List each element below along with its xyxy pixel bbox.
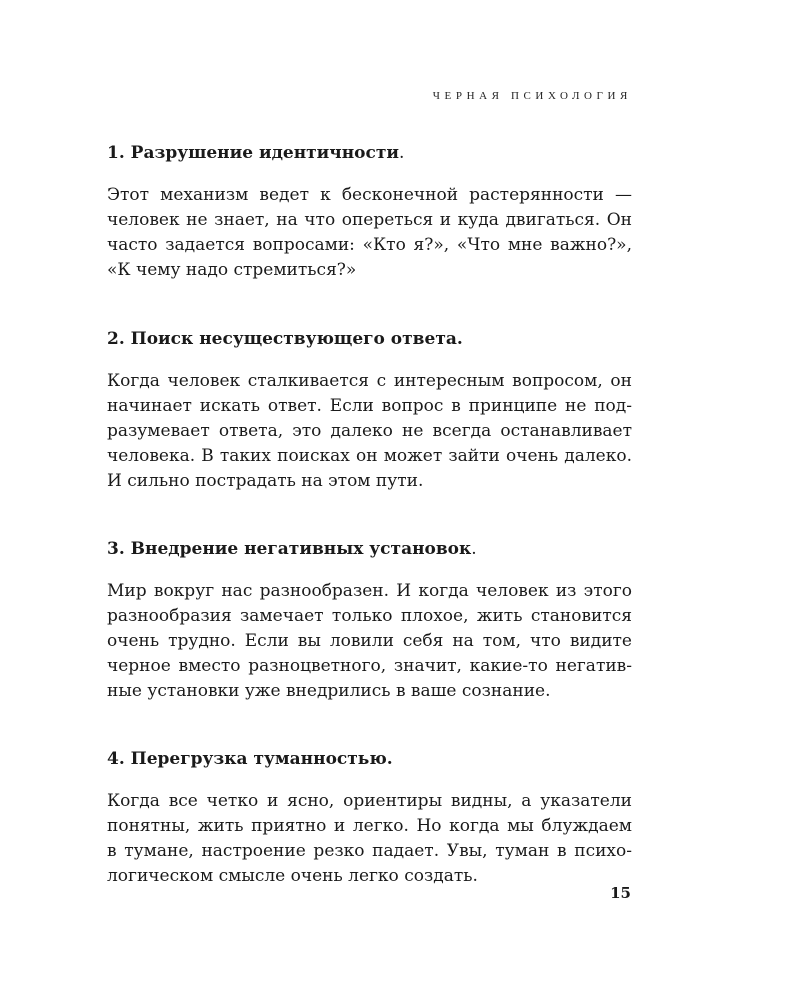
paragraph-line: человека. В таких поисках он может зайти очень далеко. [107,446,632,466]
paragraph-line: часто задается вопросами: «Кто я?», «Что мне важно?», [107,235,632,255]
section-heading-text: 2. Поиск несуществующего ответа. [107,329,463,349]
section-paragraph [107,183,632,283]
section-heading-suffix: . [471,539,477,559]
paragraph-line: «К чему надо стремиться?» [107,260,357,280]
paragraph-line: очень трудно. Если вы ловили себя на том, что видите [107,631,632,651]
section-heading [107,140,632,166]
section-heading-text: 1. Разрушение идентичности [107,143,400,163]
section-heading-suffix: . [399,143,405,163]
section-heading-text: 4. Перегрузка туманностью. [107,749,393,769]
section-heading [107,746,632,772]
section-heading [107,326,632,352]
section-identity-destruction [107,140,632,283]
paragraph-line: разумевает ответа, это далеко не всегда останавливает [107,421,632,441]
running-header-title: ЧЕРНАЯ ПСИХОЛОГИЯ [432,90,632,102]
paragraph-line: Когда все четко и ясно, ориентиры видны, а указатели [107,791,632,811]
paragraph-line: Этот механизм ведет к бесконечной растерянности — [107,185,632,205]
section-heading-text: 3. Внедрение негативных установок [107,539,472,559]
paragraph-line: понятны, жить приятно и легко. Но когда мы блуждаем [107,816,632,836]
section-paragraph [107,789,632,889]
section-negative-attitudes [107,536,632,704]
section-paragraph [107,369,632,494]
section-heading [107,536,632,562]
section-paragraph [107,579,632,704]
paragraph-line: Мир вокруг нас разнообразен. И когда человек из этого [107,581,632,601]
paragraph-line: человек не знает, на что опереться и куда двигаться. Он [107,210,632,230]
paragraph-line: начинает искать ответ. Если вопрос в принципе не под- [107,396,632,416]
paragraph-line: ные установки уже внедрились в ваше сознание. [107,681,551,701]
paragraph-line: в тумане, настроение резко падает. Увы, туман в психо- [107,841,632,861]
paragraph-line: разнообразия замечает только плохое, жить становится [107,606,632,626]
paragraph-line: логическом смысле очень легко создать. [107,866,478,886]
paragraph-line: И сильно пострадать на этом пути. [107,471,424,491]
page-number: 15 [610,884,631,902]
paragraph-line: Когда человек сталкивается с интересным вопросом, он [107,371,632,391]
page-body [107,140,632,889]
section-nonexistent-answer [107,326,632,494]
paragraph-line: черное вместо разноцветного, значит, какие-то негатив- [107,656,632,676]
section-fog-overload [107,746,632,889]
